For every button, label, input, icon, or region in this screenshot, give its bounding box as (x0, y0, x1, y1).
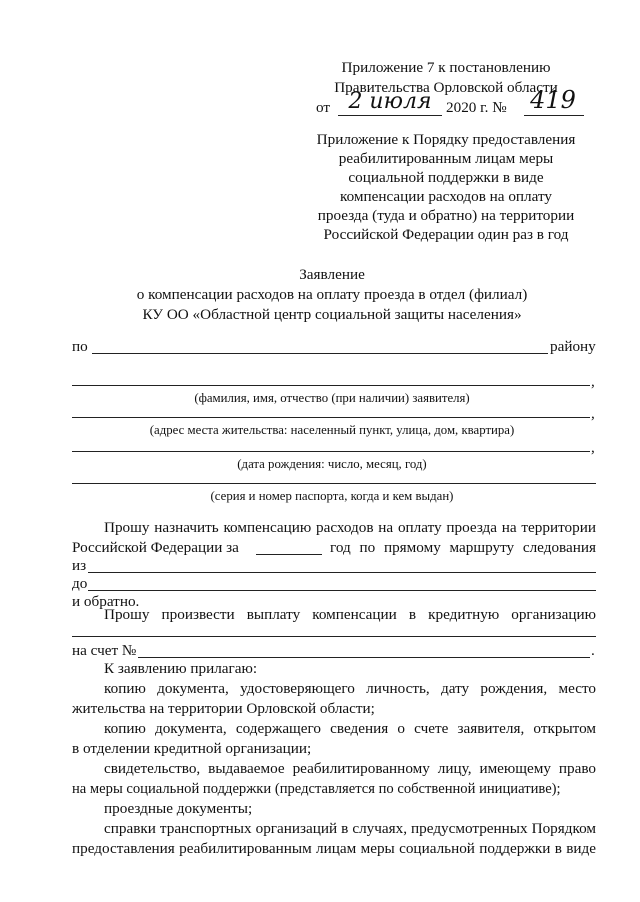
address-field[interactable] (72, 417, 590, 418)
iz-label: из (72, 557, 87, 574)
number-underline (524, 115, 584, 116)
i-obratno: и обратно. (72, 593, 140, 610)
item2-line-2: в отделении кредитной организации; (72, 740, 312, 757)
po-label: по (72, 338, 88, 355)
account-label: на счет № (72, 642, 137, 659)
appendix-line-5: проезда (туда и обратно) на территории (317, 207, 575, 224)
passport-field[interactable] (72, 483, 596, 484)
from-field[interactable] (88, 572, 596, 573)
to-field[interactable] (88, 590, 596, 591)
title-line-1: Заявление (299, 266, 365, 283)
account-end: . (591, 642, 595, 659)
item3-line-1: свидетельство, выдаваемое реабилитированному лицу, имеющему право (104, 760, 596, 777)
appendix-line-1: Приложение к Порядку предоставления (316, 131, 576, 148)
rayonu-label: району (550, 338, 596, 355)
attach-intro: К заявлению прилагаю: (104, 660, 258, 677)
appendix-line-2: реабилитированным лицам меры (338, 150, 554, 167)
request-line-1: Прошу назначить компенсацию расходов на оплату проезда на территории (104, 519, 596, 536)
handwritten-number: 419 (530, 86, 576, 114)
appendix-line-4: компенсации расходов на оплату (339, 188, 553, 205)
item1-line-1: копию документа, удостоверяющего личность, дату рождения, место (104, 680, 596, 697)
date-suffix: 2020 г. № (446, 99, 507, 116)
title-line-2: о компенсации расходов на оплату проезда в отдел (филиал) (136, 286, 528, 303)
address-caption: (адрес места жительства: населенный пункт, улица, дом, квартира) (149, 423, 515, 437)
birthdate-field[interactable] (72, 451, 590, 452)
payment-line: Прошу произвести выплату компенсации в кредитную организацию (104, 606, 596, 623)
title-line-3: КУ ОО «Областной центр социальной защиты населения» (142, 306, 522, 323)
account-field[interactable] (138, 657, 590, 658)
bank-field[interactable] (72, 636, 596, 637)
name-comma: , (591, 373, 595, 390)
date-prefix: от (316, 99, 331, 116)
header-line-2: Правительства Орловской области (334, 79, 558, 96)
item1-line-2: жительства на территории Орловской области; (72, 700, 375, 717)
year-field[interactable] (256, 554, 322, 555)
passport-caption: (серия и номер паспорта, когда и кем выдан) (210, 489, 454, 503)
item3-line-2: на меры социальной поддержки (представляется по собственной инициативе); (72, 781, 561, 797)
do-label: до (72, 575, 88, 592)
item5-line-2: предоставления реабилитированным лицам меры социальной поддержки в виде (72, 840, 596, 857)
name-field[interactable] (72, 385, 590, 386)
appendix-line-3: социальной поддержки в виде (348, 169, 544, 186)
request-line-2b: год по прямому маршруту следования (330, 539, 596, 556)
name-caption: (фамилия, имя, отчество (при наличии) заявителя) (194, 391, 470, 405)
birthdate-comma: , (591, 439, 595, 456)
handwritten-date: 2 июля (348, 89, 432, 114)
request-line-2a: Российской Федерации за (72, 539, 239, 556)
item5-line-1: справки транспортных организаций в случаях, предусмотренных Порядком (104, 820, 596, 837)
district-field[interactable] (92, 353, 548, 354)
birthdate-caption: (дата рождения: число, месяц, год) (237, 457, 427, 471)
item2-line-1: копию документа, содержащего сведения о счете заявителя, открытом (104, 720, 596, 737)
date-underline (338, 115, 442, 116)
header-line-1: Приложение 7 к постановлению (341, 59, 551, 76)
address-comma: , (591, 405, 595, 422)
appendix-line-6: Российской Федерации один раз в год (323, 226, 569, 243)
item4-line: проездные документы; (104, 800, 253, 817)
